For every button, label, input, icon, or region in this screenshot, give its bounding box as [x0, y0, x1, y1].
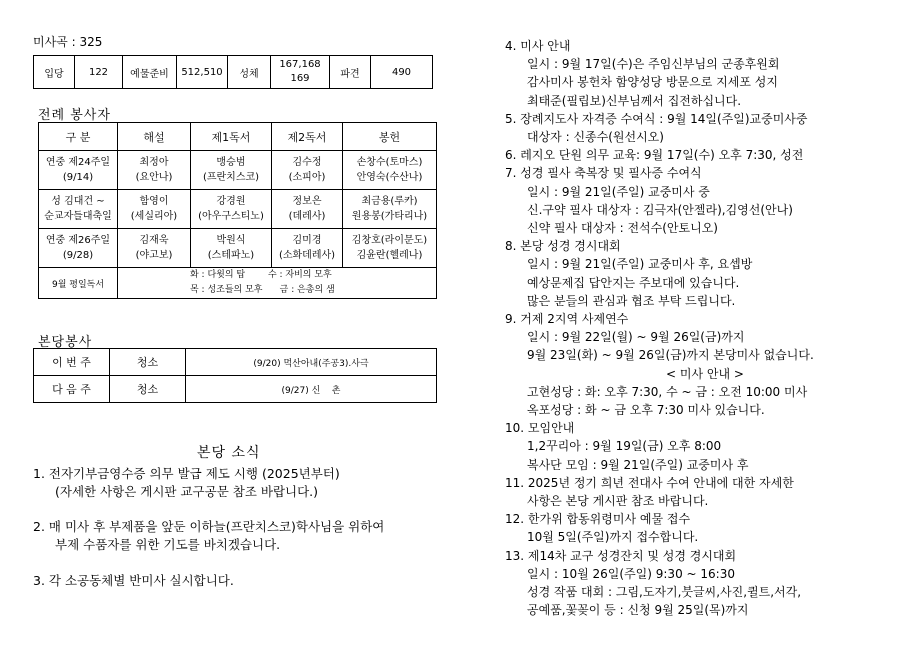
duty-table [33, 348, 437, 403]
liturgy-section-title: 전례 봉사자 [38, 108, 111, 123]
announcement-line: 복사단 모임 : 9월 21일(주일) 교중미사 후 [527, 457, 749, 472]
announcement-line: 옥포성당 : 화 ~ 금 오후 7:30 미사 있습니다. [527, 403, 765, 418]
news-item [33, 572, 463, 590]
news-line: 1. 전자기부금영수증 의무 발급 제도 시행 (2025년부터) [33, 466, 340, 481]
announcement-heading: 6. 레지오 단원 의무 교육: 9월 17일(수) 오후 7:30, 성전 [505, 148, 804, 163]
prep-value: 512,510 [177, 56, 228, 89]
announcement-heading: 13. 제14차 교구 성경잔치 및 성경 경시대회 [505, 548, 737, 563]
col-header: 봉헌 [343, 123, 437, 151]
announcement-heading: 11. 2025년 정기 희년 전대사 수여 안내에 대한 자세한 [505, 475, 794, 490]
announcement-line: 사항은 본당 게시판 참조 바랍니다. [527, 494, 709, 509]
offertory-cell: 김창호(라이문도) 김윤란(헬레나) [343, 229, 437, 268]
reading2-cell: 김수정 (소피아) [272, 151, 343, 190]
announcement-line: 예상문제집 답안지는 주보대에 있습니다. [527, 275, 740, 290]
announcement-line: 대상자 : 신종수(원선시오) [527, 130, 664, 145]
hymn-table [33, 55, 433, 89]
missal-number: 미사곡 : 325 [33, 35, 103, 49]
announcement-line: 공예품,꽃꽂이 등 : 신청 9월 25일(목)까지 [527, 603, 749, 618]
bible-label: 9월 평일독서 [39, 268, 118, 299]
division-cell: 연중 제24주일 (9/14) [39, 151, 118, 190]
bible-line-2: 목 : 성조들의 모후 금 : 은총의 샘 [190, 285, 335, 295]
announcement-heading: 7. 성경 필사 축복장 및 필사증 수여식 [505, 166, 702, 181]
commentator-cell: 함영이 (세실리아) [118, 190, 191, 229]
entrance-value: 122 [75, 56, 123, 89]
dismissal-value: 490 [371, 56, 433, 89]
week-cell: 다 음 주 [34, 376, 110, 403]
announcement-line: 최태준(필립보)신부님께서 집전하십니다. [527, 93, 742, 108]
news-line: (자세한 사항은 게시판 교구공문 참조 바랍니다.) [55, 484, 319, 499]
announcement-line: 일시 : 9월 17일(수)은 주임신부님의 군종후원회 [527, 57, 780, 72]
communion-label: 성체 [228, 56, 271, 89]
announcement-line: 성경 작품 대회 : 그림,도자기,붓글씨,사진,퀼트,서각, [527, 585, 802, 600]
detail-cell: (9/20) 먹산아내(주공3).사극 [186, 349, 437, 376]
announcement-heading: 5. 장례지도사 자격증 수여식 : 9월 14일(주일)교중미사중 [505, 111, 808, 126]
col-header: 구 분 [39, 123, 118, 151]
offertory-cell: 최금용(루카) 원용봉(가타리나) [343, 190, 437, 229]
task-cell: 청소 [110, 349, 186, 376]
news-line: 3. 각 소공동체별 반미사 실시합니다. [33, 573, 234, 588]
reading2-cell: 김미경 (소화데레사) [272, 229, 343, 268]
news-item [33, 518, 463, 554]
reading1-cell: 맹승범 (프란치스코) [191, 151, 272, 190]
announcement-line: 신약 필사 대상자 : 전석수(안토니오) [527, 221, 718, 236]
bible-row [39, 268, 437, 299]
announcement-line: 일시 : 9월 21일(주일) 교중미사 중 [527, 184, 710, 199]
announcement-heading: 9. 거제 2지역 사제연수 [505, 312, 629, 327]
announcement-line: 10월 5일(주일)까지 접수합니다. [527, 530, 699, 545]
table-row [39, 229, 437, 268]
dismissal-label: 파견 [330, 56, 371, 89]
announcement-line: 9월 23일(화) ~ 9월 26일(금)까지 본당미사 없습니다. [527, 348, 814, 363]
announcement-line: 일시 : 9월 22일(월) ~ 9월 26일(금)까지 [527, 330, 745, 345]
reading2-cell: 정보은 (데레사) [272, 190, 343, 229]
division-cell: 성 김대건 ~ 순교자들대축일 [39, 190, 118, 229]
reading1-cell: 강경원 (아우구스티노) [191, 190, 272, 229]
announcement-line: 신.구약 필사 대상자 : 김극자(안젤라),김영선(안나) [527, 202, 793, 217]
offertory-cell: 손창수(토마스) 안영숙(수산나) [343, 151, 437, 190]
news-title: 본당 소식 [197, 445, 261, 461]
prep-label: 예물준비 [123, 56, 177, 89]
duty-section-title: 본당봉사 [38, 335, 93, 350]
reading1-cell: 박원식 (스테파노) [191, 229, 272, 268]
announcement-line: 고현성당 : 화: 오후 7:30, 수 ~ 금 : 오전 10:00 미사 [527, 384, 808, 399]
announcement-line: < 미사 안내 > [666, 366, 744, 381]
liturgy-table [38, 122, 437, 299]
announcement-line: 감사미사 봉헌차 함양성당 방문으로 지세포 성지 [527, 75, 778, 90]
announcement-heading: 10. 모임안내 [505, 421, 575, 436]
table-row [39, 190, 437, 229]
news-line: 부제 수품자를 위한 기도를 바치겠습니다. [55, 537, 281, 552]
announcement-heading: 12. 한가위 합동위령미사 예물 접수 [505, 512, 691, 527]
col-header: 제1독서 [191, 123, 272, 151]
announcement-line: 많은 분들의 관심과 협조 부탁 드립니다. [527, 293, 736, 308]
announcements-column [505, 37, 905, 620]
division-cell: 연중 제26주일 (9/28) [39, 229, 118, 268]
col-header: 해설 [118, 123, 191, 151]
table-row [39, 151, 437, 190]
communion-value: 167,168 169 [271, 56, 330, 89]
col-header: 제2독서 [272, 123, 343, 151]
week-cell: 이 번 주 [34, 349, 110, 376]
announcement-line: 1,2꾸리아 : 9월 19일(금) 오후 8:00 [527, 439, 722, 454]
announcement-line: 일시 : 10월 26일(주일) 9:30 ~ 16:30 [527, 566, 735, 581]
announcement-heading: 8. 본당 성경 경시대회 [505, 239, 621, 254]
news-line: 2. 매 미사 후 부제품을 앞둔 이하늘(프란치스코)학사님을 위하여 [33, 519, 385, 534]
table-row [34, 376, 437, 403]
commentator-cell: 최정아 (요안나) [118, 151, 191, 190]
announcement-line: 일시 : 9월 21일(주일) 교중미사 후, 요셉방 [527, 257, 753, 272]
entrance-label: 입당 [34, 56, 75, 89]
news-item [33, 465, 463, 501]
commentator-cell: 김재욱 (야고보) [118, 229, 191, 268]
bible-line-1: 화 : 다윗의 탑 수 : 자비의 모후 [190, 270, 332, 280]
task-cell: 청소 [110, 376, 186, 403]
announcement-heading: 4. 미사 안내 [505, 39, 571, 53]
detail-cell: (9/27) 신 촌 [186, 376, 437, 403]
bible-schedule [118, 268, 437, 299]
table-row [34, 349, 437, 376]
